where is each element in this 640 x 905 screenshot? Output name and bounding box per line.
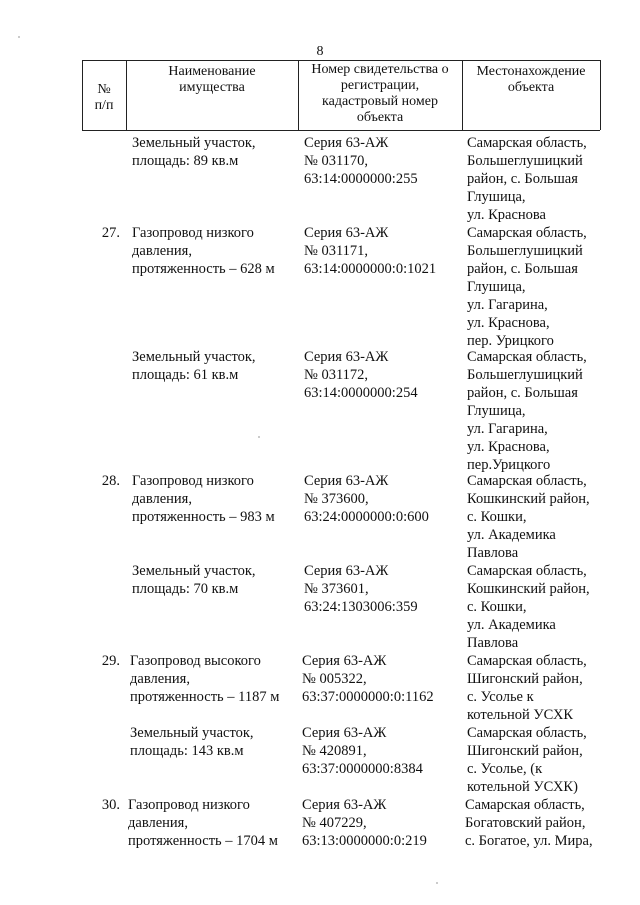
scan-speck [258,436,260,438]
row-location: Самарская область, Большеглушицкий район, с. Большая Глушица, ул. Гагарина, ул. Краснова, пер.Урицкого [467,349,587,473]
row-name: Земельный участок, площадь: 143 кв.м [130,725,254,759]
row-number: 27. [101,225,120,241]
row-cert: Серия 63-АЖ № 420891, 63:37:0000000:8384 [302,725,423,777]
row-name: Земельный участок, площадь: 70 кв.м [132,563,256,597]
row-cert: Серия 63-АЖ № 407229, 63:13:0000000:0:219 [302,797,427,849]
row-number: 30. [101,797,120,813]
row-name: Газопровод низкого давления, протяженность – 628 м [132,225,275,277]
row-location: Самарская область, Кошкинский район, с. Кошки, ул. Академика Павлова [467,563,590,651]
row-name: Газопровод высокого давления, протяженность – 1187 м [130,653,280,705]
header-name: Наименование имущества [168,64,256,95]
row-location: Самарская область, Богатовский район, с. Богатое, ул. Мира, [465,797,593,849]
header-bottom-border [82,130,600,131]
row-cert: Серия 63-АЖ № 373600, 63:24:0000000:0:600 [304,473,429,525]
header-border-right [600,60,601,130]
row-cert: Серия 63-АЖ № 005322, 63:37:0000000:0:1162 [302,653,434,705]
row-number: 29. [101,653,120,669]
row-location: Самарская область, Кошкинский район, с. Кошки, ул. Академика Павлова [467,473,590,561]
row-location: Самарская область, Шигонский район, с. Усолье, (к котельной УСХК) [467,725,587,795]
header-cert: Номер свидетельства о регистрации, кадастровый номер объекта [311,62,449,125]
row-name: Земельный участок, площадь: 61 кв.м [132,349,256,383]
header-top-border [82,60,600,61]
page-number: 8 [316,44,324,59]
row-location: Самарская область, Большеглушицкий район, с. Большая Глушица, ул. Краснова [467,135,587,223]
row-name: Земельный участок, площадь: 89 кв.м [132,135,256,169]
scan-speck [436,882,438,884]
row-location: Самарская область, Шигонский район, с. Усолье к котельной УСХК [467,653,587,723]
row-cert: Серия 63-АЖ № 031172, 63:14:0000000:254 [304,349,418,401]
row-cert: Серия 63-АЖ № 373601, 63:24:1303006:359 [304,563,418,615]
row-cert: Серия 63-АЖ № 031171, 63:14:0000000:0:1021 [304,225,437,277]
row-number: 28. [101,473,120,489]
row-cert: Серия 63-АЖ № 031170, 63:14:0000000:255 [304,135,418,187]
scan-speck [18,36,20,38]
header-num: № п/п [94,82,114,113]
row-name: Газопровод низкого давления, протяженность – 983 м [132,473,275,525]
row-location: Самарская область, Большеглушицкий район, с. Большая Глушица, ул. Гагарина, ул. Краснова, пер. Урицкого [467,225,587,349]
header-location: Местонахождение объекта [476,64,586,95]
row-name: Газопровод низкого давления, протяженность – 1704 м [128,797,278,849]
